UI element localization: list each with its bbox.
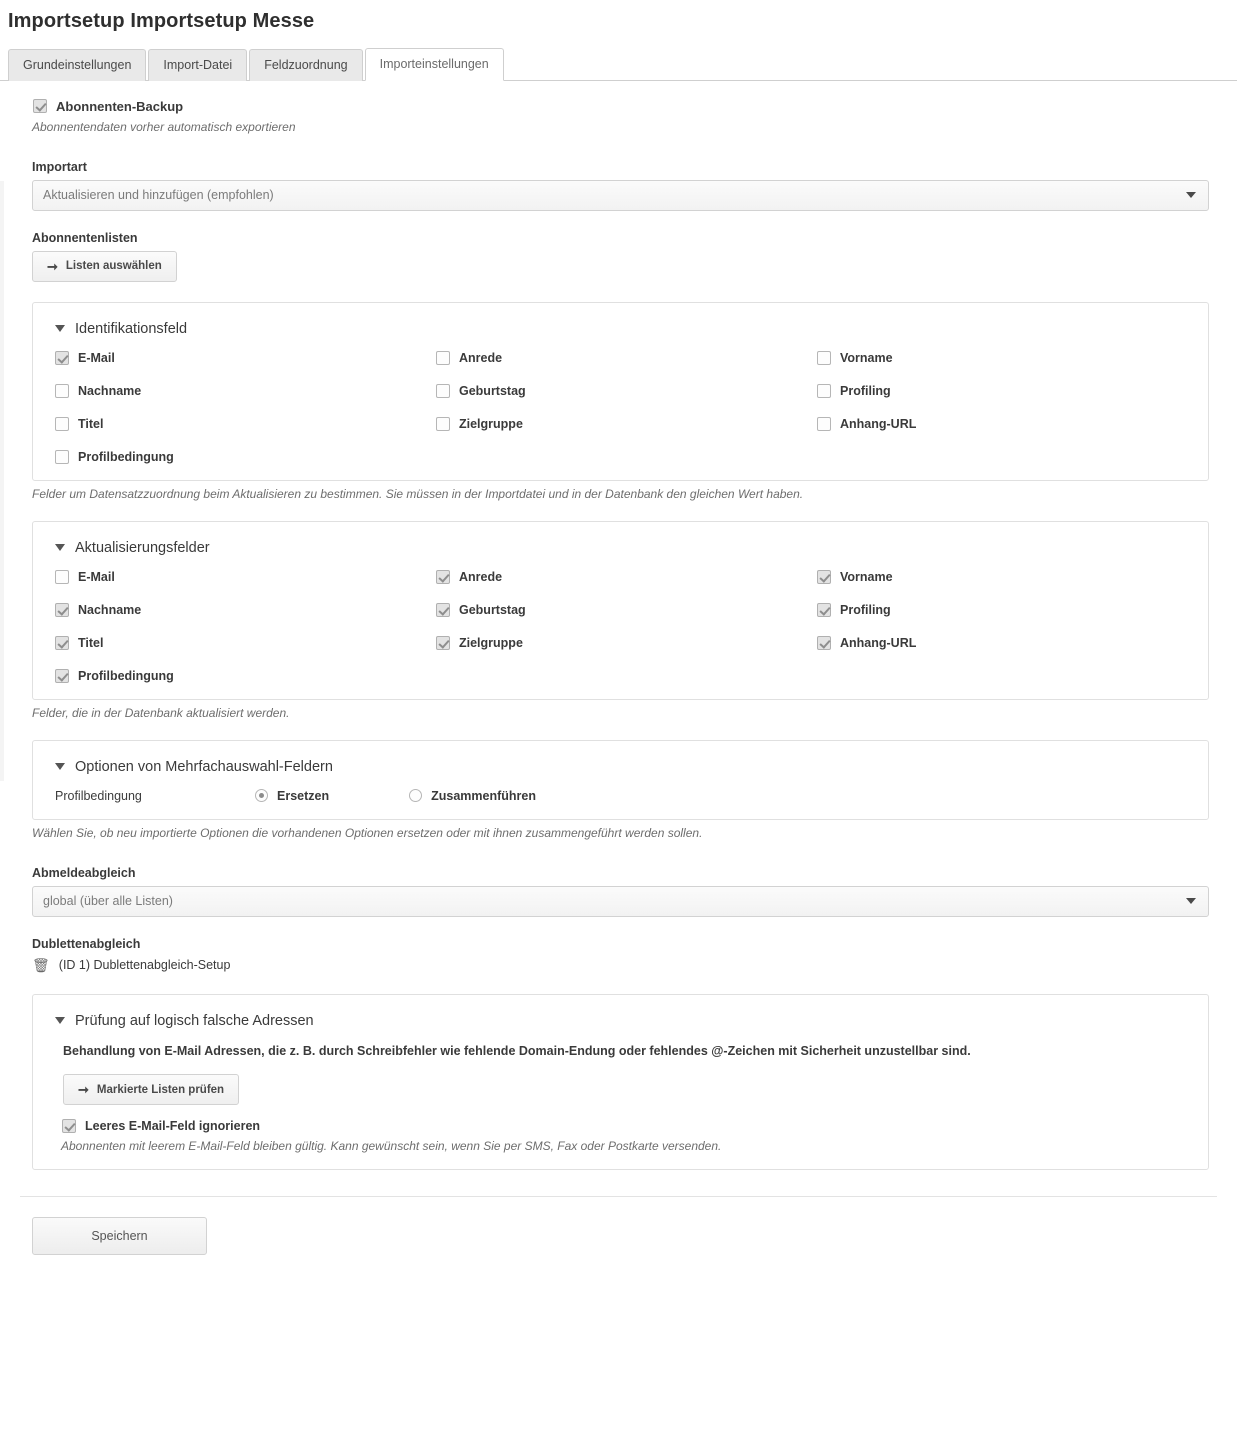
identifikationsfeld-checkbox-titel[interactable] bbox=[55, 417, 69, 431]
identifikationsfeld-panel bbox=[32, 302, 1209, 481]
identifikationsfeld-item[interactable] bbox=[817, 384, 1192, 398]
identifikationsfeld-label-anrede: Anrede bbox=[459, 350, 503, 365]
mehrfachauswahl-row-label: Profilbedingung bbox=[55, 788, 142, 803]
identifikationsfeld-hint: Felder um Datensatzzuordnung beim Aktualisieren zu bestimmen. Sie müssen in der Importdatei und in der Datenbank den gleichen Wert haben. bbox=[32, 486, 804, 501]
aktualisierungsfelder-label-titel: Titel bbox=[78, 635, 104, 650]
radio-zusammenfuehren-label: Zusammenführen bbox=[431, 788, 536, 803]
aktualisierungsfelder-label-profilbedingung: Profilbedingung bbox=[78, 668, 174, 683]
tab-bar bbox=[0, 47, 1237, 81]
aktualisierungsfelder-item[interactable] bbox=[55, 603, 430, 617]
markierte-listen-pruefen-button[interactable] bbox=[63, 1074, 239, 1105]
identifikationsfeld-label-email: E-Mail bbox=[78, 350, 115, 365]
tab-grundeinstellungen[interactable]: Grundeinstellungen bbox=[8, 49, 146, 81]
identifikationsfeld-item[interactable] bbox=[55, 417, 430, 431]
abmeldeabgleich-label: Abmeldeabgleich bbox=[32, 865, 136, 880]
abmeldeabgleich-select[interactable] bbox=[32, 886, 1209, 917]
identifikationsfeld-header[interactable] bbox=[55, 321, 1192, 337]
tab-feldzuordnung[interactable]: Feldzuordnung bbox=[249, 49, 362, 81]
aktualisierungsfelder-label-nachname: Nachname bbox=[78, 602, 142, 617]
aktualisierungsfelder-checkbox-nachname[interactable] bbox=[55, 603, 69, 617]
aktualisierungsfelder-checkbox-zielgruppe[interactable] bbox=[436, 636, 450, 650]
mehrfachauswahl-row bbox=[55, 789, 1192, 803]
aktualisierungsfelder-label-anrede: Anrede bbox=[459, 569, 503, 584]
identifikationsfeld-item[interactable] bbox=[55, 351, 430, 365]
identifikationsfeld-item[interactable] bbox=[436, 351, 811, 365]
pruefung-description: Behandlung von E-Mail Adressen, die z. B. durch Schreibfehler wie fehlende Domain-Endung oder fehlendes @-Zeichen mit Sicherheit unzustellbar sind. bbox=[63, 1043, 971, 1058]
aktualisierungsfelder-item[interactable] bbox=[55, 669, 430, 683]
identifikationsfeld-label-titel: Titel bbox=[78, 416, 104, 431]
importart-select[interactable] bbox=[32, 180, 1209, 211]
abonnentenlisten-label: Abonnentenlisten bbox=[32, 230, 138, 245]
importart-label: Importart bbox=[32, 159, 87, 174]
identifikationsfeld-item[interactable] bbox=[55, 384, 430, 398]
identifikationsfeld-label-profilbedingung: Profilbedingung bbox=[78, 449, 174, 464]
listen-auswaehlen-button[interactable] bbox=[32, 251, 177, 282]
aktualisierungsfelder-item[interactable] bbox=[817, 570, 1192, 584]
pruefung-header[interactable] bbox=[55, 1013, 1192, 1029]
aktualisierungsfelder-checkbox-titel[interactable] bbox=[55, 636, 69, 650]
aktualisierungsfelder-item[interactable] bbox=[436, 570, 811, 584]
dublettenabgleich-item: (ID 1) Dublettenabgleich-Setup bbox=[58, 958, 231, 973]
aktualisierungsfelder-label-zielgruppe: Zielgruppe bbox=[459, 635, 523, 650]
identifikationsfeld-checkbox-profiling[interactable] bbox=[817, 384, 831, 398]
identifikationsfeld-checkbox-email[interactable] bbox=[55, 351, 69, 365]
identifikationsfeld-checkbox-geburtstag[interactable] bbox=[436, 384, 450, 398]
aktualisierungsfelder-title: Aktualisierungsfelder bbox=[75, 539, 210, 556]
identifikationsfeld-label-anhang-url: Anhang-URL bbox=[840, 416, 917, 431]
identifikationsfeld-checkbox-anhang-url[interactable] bbox=[817, 417, 831, 431]
mehrfachauswahl-panel bbox=[32, 740, 1209, 820]
page-title: Importsetup Importsetup Messe bbox=[8, 10, 315, 32]
aktualisierungsfelder-label-anhang-url: Anhang-URL bbox=[840, 635, 917, 650]
aktualisierungsfelder-item[interactable] bbox=[817, 603, 1192, 617]
aktualisierungsfelder-checkbox-email[interactable] bbox=[55, 570, 69, 584]
aktualisierungsfelder-label-vorname: Vorname bbox=[840, 569, 893, 584]
abmeldeabgleich-value: global (über alle Listen) bbox=[43, 894, 173, 909]
aktualisierungsfelder-item[interactable] bbox=[55, 636, 430, 650]
aktualisierungsfelder-hint: Felder, die in der Datenbank aktualisiert werden. bbox=[32, 705, 290, 720]
trash-icon[interactable]: 🗑 bbox=[32, 956, 50, 973]
radio-option-zusammenfuehren[interactable] bbox=[409, 789, 536, 803]
identifikationsfeld-label-zielgruppe: Zielgruppe bbox=[459, 416, 523, 431]
identifikationsfeld-item[interactable] bbox=[817, 351, 1192, 365]
aktualisierungsfelder-label-email: E-Mail bbox=[78, 569, 115, 584]
collapse-triangle-icon[interactable] bbox=[55, 325, 65, 332]
left-rail bbox=[0, 181, 4, 781]
leeres-email-feld-hint: Abonnenten mit leerem E-Mail-Feld bleiben gültig. Kann gewünscht sein, wenn Sie per SMS, Fax oder Postkarte versenden. bbox=[61, 1139, 722, 1154]
aktualisierungsfelder-item[interactable] bbox=[436, 636, 811, 650]
sign-in-icon: ➞ bbox=[47, 258, 58, 274]
leeres-email-feld-label: Leeres E-Mail-Feld ignorieren bbox=[85, 1119, 261, 1134]
radio-zusammenfuehren[interactable] bbox=[409, 789, 422, 802]
identifikationsfeld-item[interactable] bbox=[436, 384, 811, 398]
footer-divider bbox=[20, 1196, 1217, 1197]
tab-importeinstellungen[interactable]: Importeinstellungen bbox=[365, 48, 504, 81]
aktualisierungsfelder-checkbox-geburtstag[interactable] bbox=[436, 603, 450, 617]
identifikationsfeld-grid bbox=[49, 351, 1192, 464]
aktualisierungsfelder-panel bbox=[32, 521, 1209, 700]
aktualisierungsfelder-item[interactable] bbox=[817, 636, 1192, 650]
markierte-listen-pruefen-label: Markierte Listen prüfen bbox=[96, 1083, 225, 1096]
identifikationsfeld-item[interactable] bbox=[817, 417, 1192, 431]
aktualisierungsfelder-item[interactable] bbox=[55, 570, 430, 584]
aktualisierungsfelder-checkbox-anhang-url[interactable] bbox=[817, 636, 831, 650]
abonnenten-backup-row[interactable] bbox=[33, 99, 1217, 114]
chevron-down-icon bbox=[1186, 192, 1196, 198]
radio-ersetzen-label: Ersetzen bbox=[277, 788, 330, 803]
save-button[interactable] bbox=[32, 1217, 207, 1255]
identifikationsfeld-checkbox-profilbedingung[interactable] bbox=[55, 450, 69, 464]
identifikationsfeld-item[interactable] bbox=[436, 417, 811, 431]
aktualisierungsfelder-header[interactable] bbox=[55, 540, 1192, 556]
identifikationsfeld-label-vorname: Vorname bbox=[840, 350, 893, 365]
pruefung-panel bbox=[32, 994, 1209, 1171]
settings-content bbox=[0, 81, 1237, 1171]
aktualisierungsfelder-grid bbox=[49, 570, 1192, 683]
identifikationsfeld-item[interactable] bbox=[55, 450, 430, 464]
aktualisierungsfelder-checkbox-vorname[interactable] bbox=[817, 570, 831, 584]
identifikationsfeld-label-geburtstag: Geburtstag bbox=[459, 383, 526, 398]
dublettenabgleich-row bbox=[32, 957, 1217, 974]
chevron-down-icon bbox=[1186, 898, 1196, 904]
collapse-triangle-icon[interactable] bbox=[55, 1017, 65, 1024]
identifikationsfeld-label-nachname: Nachname bbox=[78, 383, 142, 398]
aktualisierungsfelder-checkbox-profilbedingung[interactable] bbox=[55, 669, 69, 683]
identifikationsfeld-checkbox-nachname[interactable] bbox=[55, 384, 69, 398]
aktualisierungsfelder-checkbox-profiling[interactable] bbox=[817, 603, 831, 617]
abonnenten-backup-hint: Abonnentendaten vorher automatisch exportieren bbox=[32, 119, 296, 134]
aktualisierungsfelder-checkbox-anrede[interactable] bbox=[436, 570, 450, 584]
dublettenabgleich-label: Dublettenabgleich bbox=[32, 936, 141, 951]
leeres-email-feld-row[interactable] bbox=[62, 1119, 1192, 1133]
save-button-label: Speichern bbox=[91, 1229, 148, 1244]
pruefung-title: Prüfung auf logisch falsche Adressen bbox=[75, 1012, 314, 1029]
aktualisierungsfelder-label-profiling: Profiling bbox=[840, 602, 891, 617]
listen-auswaehlen-label: Listen auswählen bbox=[65, 260, 162, 273]
radio-option-ersetzen[interactable] bbox=[255, 789, 329, 803]
importart-value: Aktualisieren und hinzufügen (empfohlen) bbox=[43, 188, 274, 203]
identifikationsfeld-checkbox-vorname[interactable] bbox=[817, 351, 831, 365]
aktualisierungsfelder-item[interactable] bbox=[436, 603, 811, 617]
identifikationsfeld-checkbox-anrede[interactable] bbox=[436, 351, 450, 365]
aktualisierungsfelder-label-geburtstag: Geburtstag bbox=[459, 602, 526, 617]
abonnenten-backup-checkbox[interactable] bbox=[33, 99, 47, 113]
collapse-triangle-icon[interactable] bbox=[55, 763, 65, 770]
identifikationsfeld-checkbox-zielgruppe[interactable] bbox=[436, 417, 450, 431]
abonnenten-backup-label: Abonnenten-Backup bbox=[56, 98, 184, 114]
mehrfachauswahl-header[interactable] bbox=[55, 759, 1192, 775]
radio-ersetzen[interactable] bbox=[255, 789, 268, 802]
mehrfachauswahl-title: Optionen von Mehrfachauswahl-Feldern bbox=[75, 758, 333, 775]
identifikationsfeld-label-profiling: Profiling bbox=[840, 383, 891, 398]
mehrfachauswahl-hint: Wählen Sie, ob neu importierte Optionen die vorhandenen Optionen ersetzen oder mit ihnen zusammengeführt werden sollen. bbox=[32, 825, 703, 840]
tab-import-datei[interactable]: Import-Datei bbox=[148, 49, 247, 81]
collapse-triangle-icon[interactable] bbox=[55, 544, 65, 551]
leeres-email-feld-checkbox[interactable] bbox=[62, 1119, 76, 1133]
identifikationsfeld-title: Identifikationsfeld bbox=[75, 320, 188, 337]
sign-in-icon: ➞ bbox=[78, 1082, 89, 1098]
